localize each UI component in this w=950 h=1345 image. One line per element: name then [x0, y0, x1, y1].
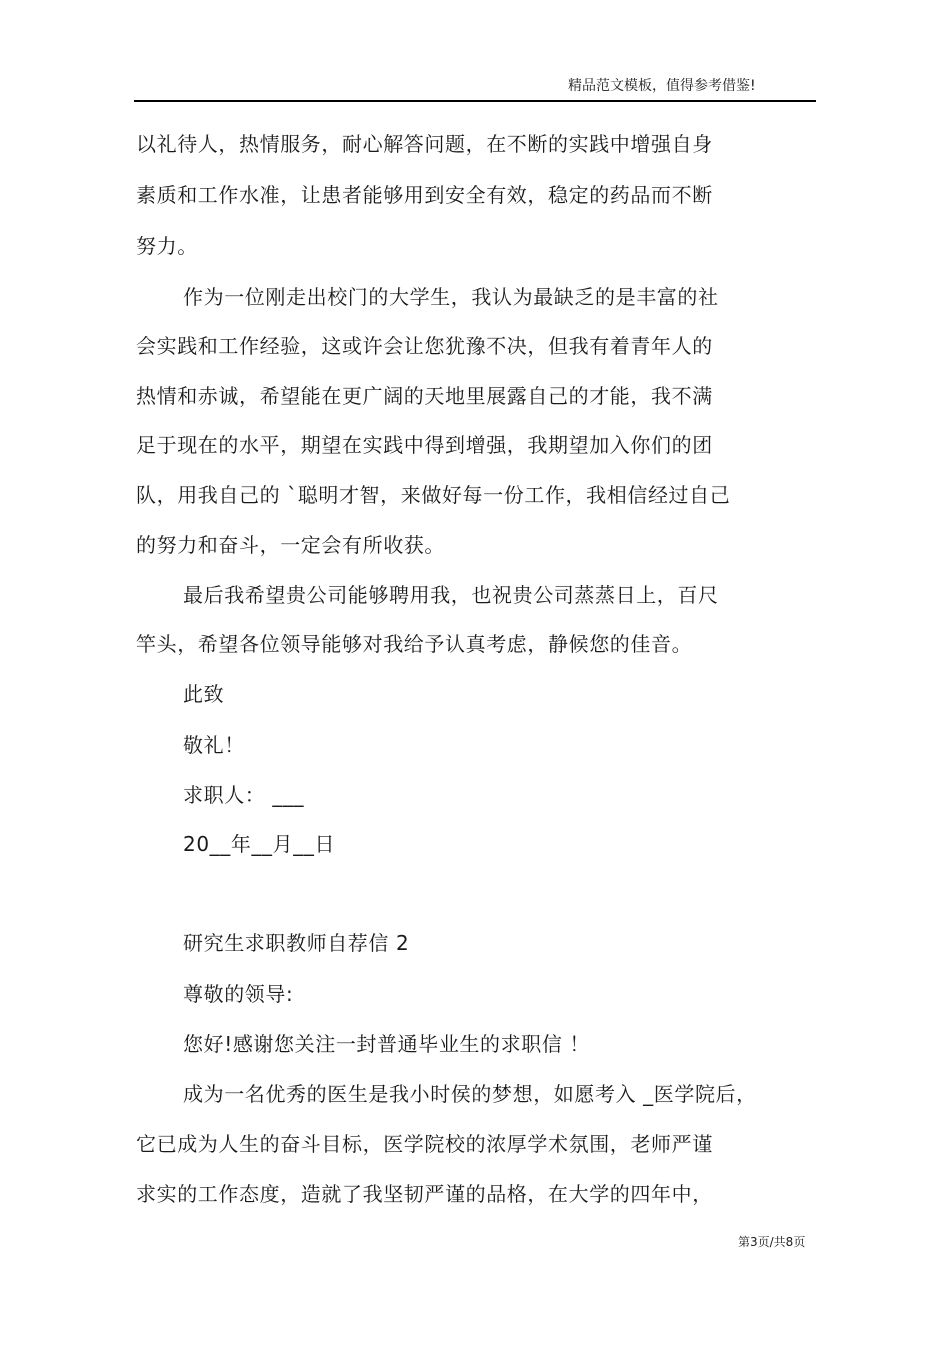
- closing-regards: 敬礼！: [183, 733, 245, 757]
- body-line: 足于现在的水平，期望在实践中得到增强，我期望加入你们的团: [136, 433, 713, 457]
- body-line: 的努力和奋斗，一定会有所收获。: [136, 533, 445, 557]
- body-line: 队，用我自己的 `聪明才智，来做好每一份工作，我相信经过自己: [136, 483, 731, 507]
- body-line: 素质和工作水准，让患者能够用到安全有效，稳定的药品而不断: [136, 183, 713, 207]
- body-line: 努力。: [136, 234, 198, 258]
- date-line: 20__年__月__日: [183, 832, 336, 856]
- body-line: 以礼待人，热情服务，耐心解答问题，在不断的实践中增强自身: [136, 132, 713, 156]
- closing-salutation: 此致: [183, 682, 225, 706]
- body-line: 成为一名优秀的医生是我小时侯的梦想，如愿考入 _医学院后，: [183, 1082, 757, 1106]
- body-line: 最后我希望贵公司能够聘用我，也祝贵公司蒸蒸日上，百尺: [183, 583, 719, 607]
- page-number: 第3页/共8页: [738, 1235, 806, 1249]
- body-line: 求实的工作态度，造就了我坚韧严谨的品格，在大学的四年中，: [136, 1182, 713, 1206]
- applicant-signature: 求职人： ___: [183, 783, 305, 807]
- body-line: 它已成为人生的奋斗目标，医学院校的浓厚学术氛围，老师严谨: [136, 1132, 713, 1156]
- header-divider: [134, 100, 816, 102]
- body-line: 您好!感谢您关注一封普通毕业生的求职信 ！: [183, 1032, 590, 1056]
- page-header-text: 精品范文模板，值得参考借鉴!: [568, 78, 756, 94]
- greeting: 尊敬的领导:: [183, 982, 294, 1006]
- body-line: 会实践和工作经验，这或许会让您犹豫不决，但我有着青年人的: [136, 334, 713, 358]
- body-line: 竿头，希望各位领导能够对我给予认真考虑，静候您的佳音。: [136, 632, 693, 656]
- body-line: 作为一位刚走出校门的大学生，我认为最缺乏的是丰富的社: [183, 285, 719, 309]
- body-line: 热情和赤诚，希望能在更广阔的天地里展露自己的才能，我不满: [136, 384, 713, 408]
- section-title: 研究生求职教师自荐信 2: [183, 931, 410, 955]
